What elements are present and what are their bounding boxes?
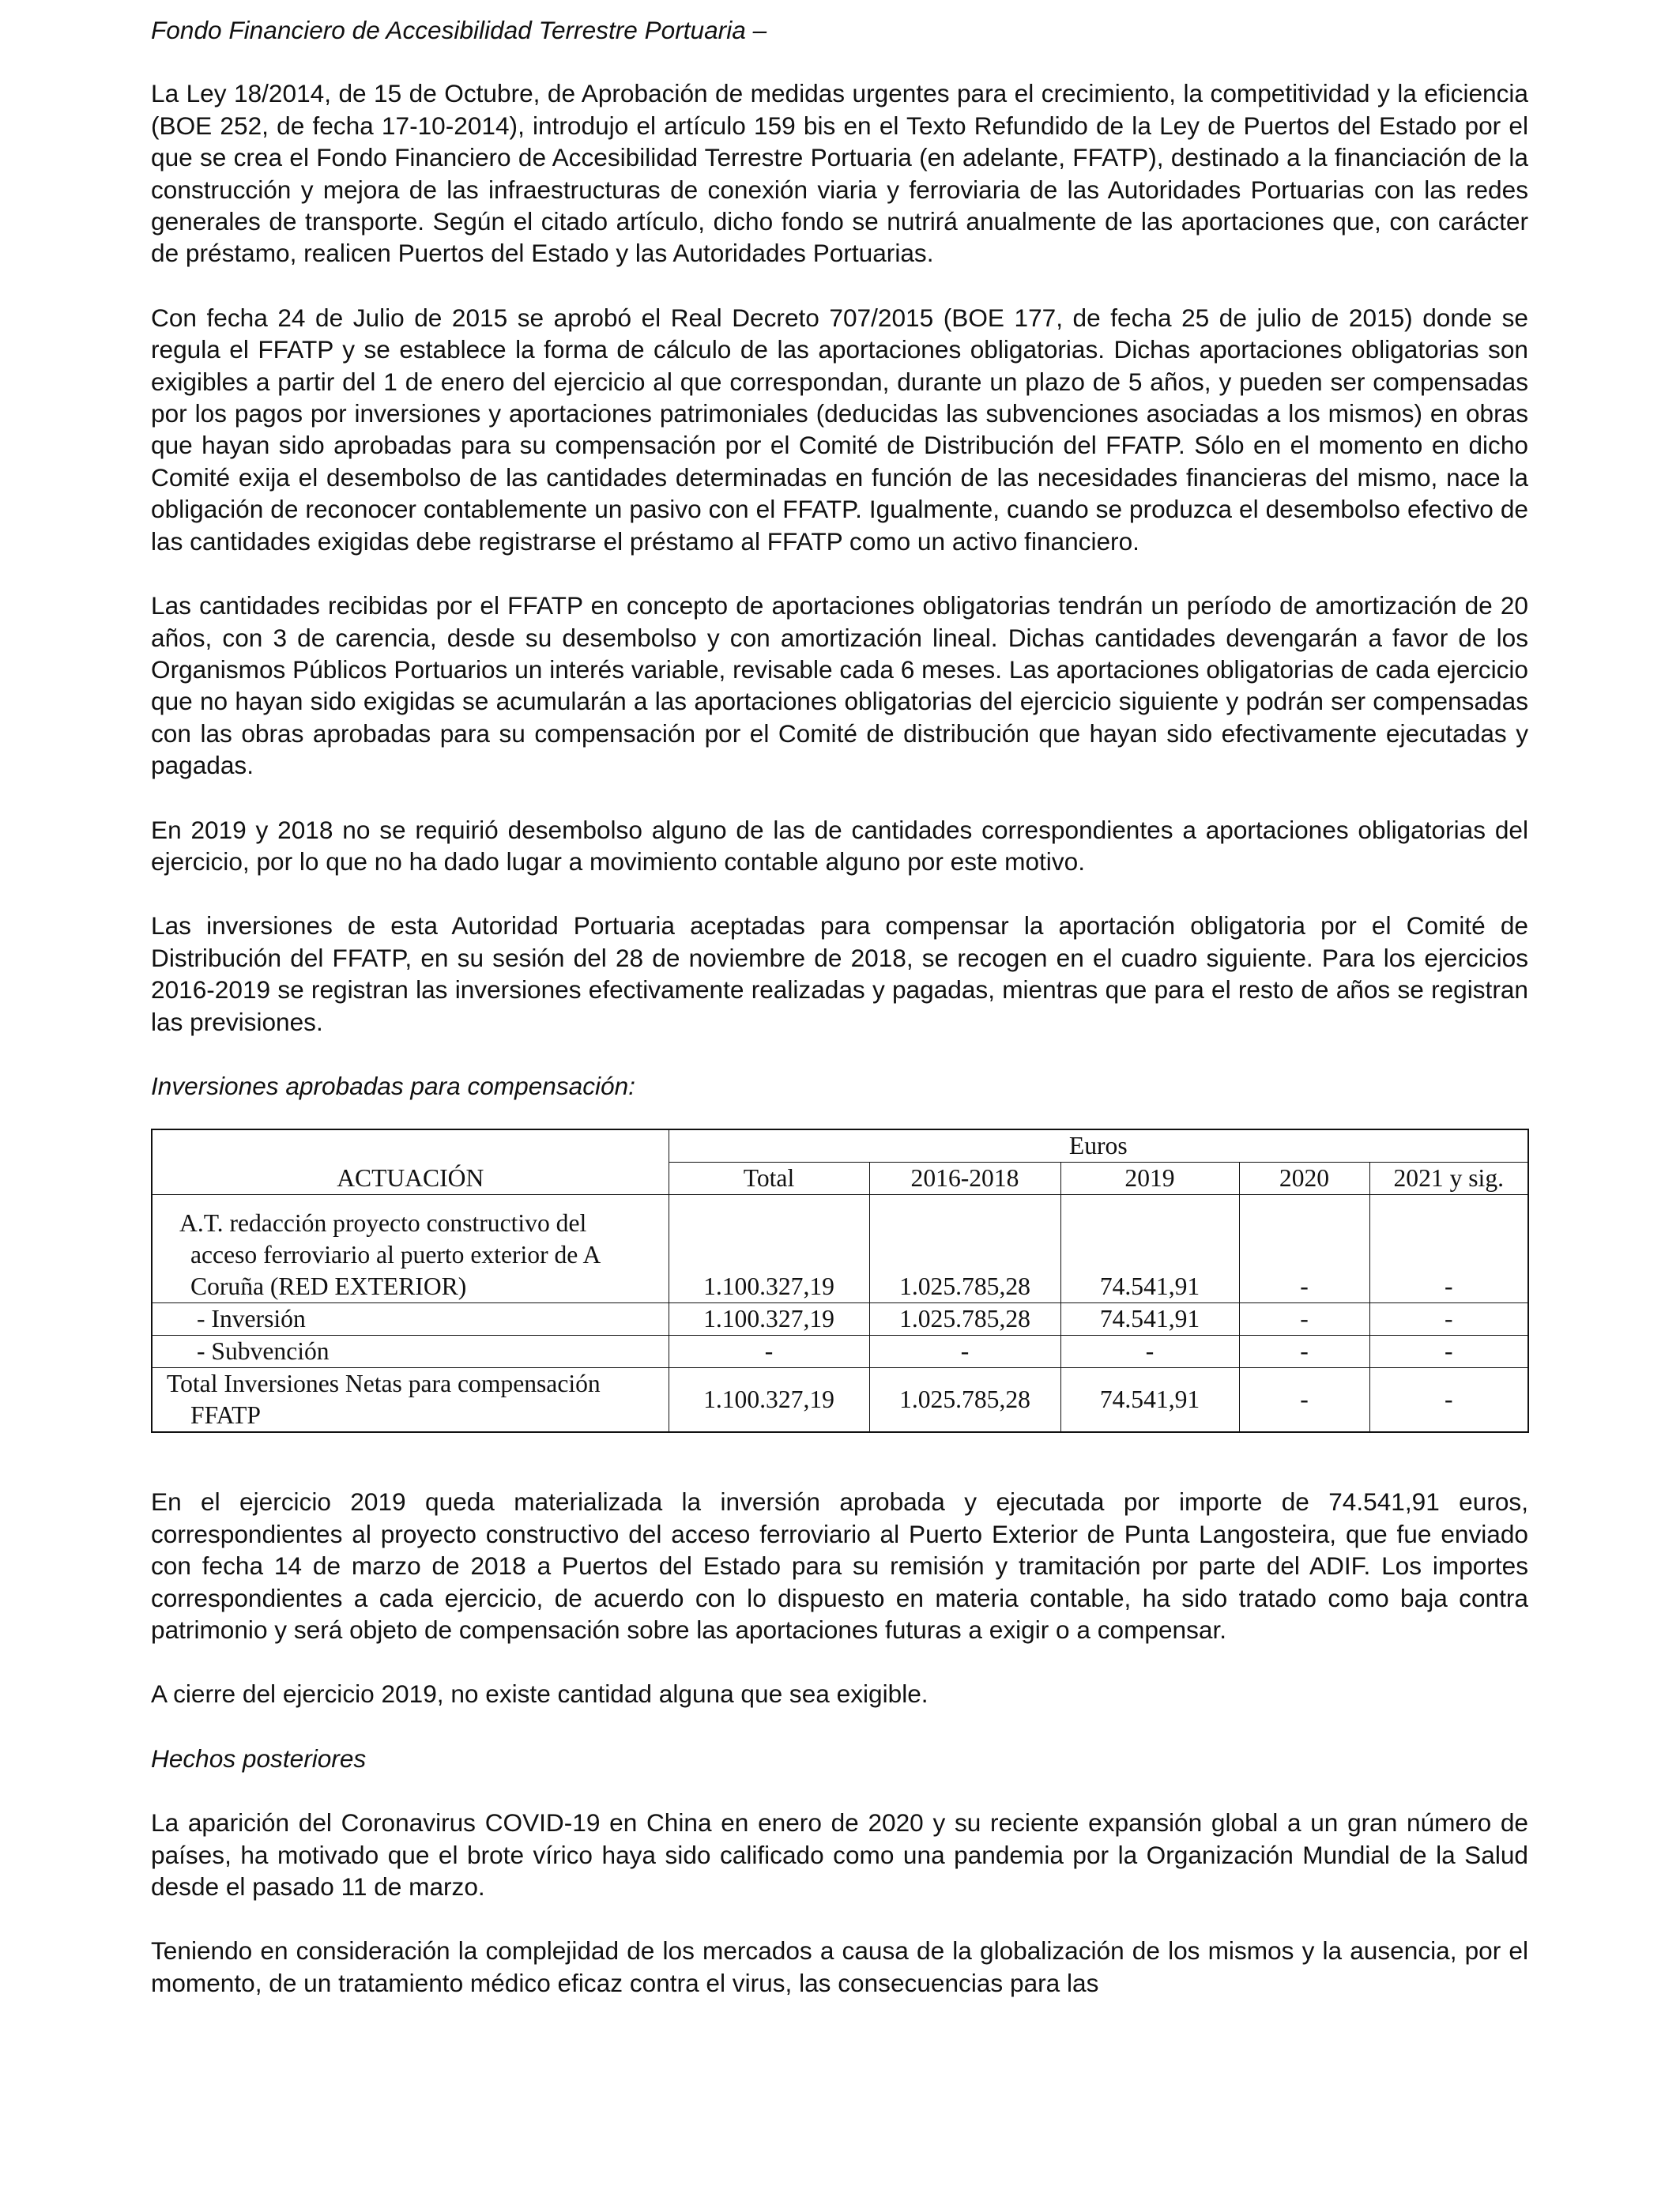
cell-2019: - [1060, 1336, 1239, 1368]
cell-2019: 74.541,91 [1060, 1368, 1239, 1433]
header-total: Total [669, 1163, 869, 1195]
paragraph-complejidad-mercados: Teniendo en consideración la complejidad de los mercados a causa de la globalización de los mismos y la ausencia, por el momento, de un tratamiento médico eficaz contra el virus, las consecuencias para las [151, 1936, 1528, 1997]
cell-total: 1.100.327,19 [669, 1368, 869, 1433]
header-2016-2018: 2016-2018 [869, 1163, 1060, 1195]
row-label-line-1: Total Inversiones Netas para compensación [167, 1370, 601, 1398]
row-label-inversion: - Inversión [152, 1303, 669, 1336]
cell-2016-2018: - [869, 1336, 1060, 1368]
row-label-line-3: Coruña (RED EXTERIOR) [190, 1272, 467, 1301]
table-header-row-group [152, 1129, 1528, 1163]
row-label-actuacion [152, 1195, 669, 1303]
header-actuacion-top [152, 1129, 669, 1163]
cell-2020: - [1239, 1368, 1369, 1433]
section-title: Fondo Financiero de Accesibilidad Terrestre Portuaria – [151, 16, 767, 44]
table-row [152, 1195, 1528, 1303]
cell-2021: - [1369, 1195, 1528, 1303]
paragraph-ley-18-2014: La Ley 18/2014, de 15 de Octubre, de Aprobación de medidas urgentes para el crecimiento, la competitividad y la eficiencia (BOE 252, de fecha 17-10-2014), introdujo el artículo 159 bis en el Texto Refundido de la Ley de Puertos del Estado por el que se crea el Fondo Financiero de Accesibilidad Terrestre Portuaria (en adelante, FFATP), destinado a la financiación de la construcción y mejora de las infraestructuras de conexión viaria y ferroviaria de las Autoridades Portuarias con las redes generales de transporte. Según el citado artículo, dicho fondo se nutrirá anualmente de las aportaciones que, con carácter de préstamo, realicen Puertos del Estado y las Autoridades Portuarias. [151, 79, 1528, 268]
cell-2019: 74.541,91 [1060, 1195, 1239, 1303]
cell-2016-2018: 1.025.785,28 [869, 1368, 1060, 1433]
header-2021: 2021 y sig. [1369, 1163, 1528, 1195]
paragraph-inversiones-aceptadas: Las inversiones de esta Autoridad Portuaria aceptadas para compensar la aportación obligatoria por el Comité de Distribución del FFATP, en su sesión del 28 de noviembre de 2018, se recogen en el cuadro siguiente. Para los ejercicios 2016-2019 se registran las inversiones efectivamente realizadas y pagadas, mientras que para el resto de años se registran las previsiones. [151, 911, 1528, 1036]
row-label-line-2: acceso ferroviario al puerto exterior de A [190, 1241, 601, 1269]
table-row [152, 1303, 1528, 1336]
cell-2016-2018: 1.025.785,28 [869, 1303, 1060, 1336]
row-label-line-1: A.T. redacción proyecto constructivo del [179, 1209, 587, 1238]
paragraph-ejercicio-2019: En el ejercicio 2019 queda materializada la inversión aprobada y ejecutada por importe de 74.541,91 euros, correspondientes al proyecto constructivo del acceso ferroviario al Puerto Exterior de Punta Langosteira, que fue enviado con fecha 14 de marzo de 2018 a Puertos del Estado para su remisión y tramitación por parte del ADIF. Los importes correspondientes a cada ejercicio, de acuerdo con lo dispuesto en materia contable, ha sido tratado como baja contra patrimonio y será objeto de compensación sobre las aportaciones futuras a exigir o a compensar. [151, 1487, 1528, 1644]
paragraph-cantidades-recibidas: Las cantidades recibidas por el FFATP en concepto de aportaciones obligatorias tendrán un período de amortización de 20 años, con 3 de carencia, desde su desembolso y con amortización lineal. Dichas cantidades devengarán a favor de los Organismos Públicos Portuarios un interés variable, revisable cada 6 meses. Las aportaciones obligatorias de cada ejercicio que no hayan sido exigidas se acumularán a las aportaciones obligatorias del ejercicio siguiente y podrán ser compensadas con las obras aprobadas para su compensación por el Comité de distribución que hayan sido efectivamente ejecutadas y pagadas. [151, 591, 1528, 780]
cell-2020: - [1239, 1303, 1369, 1336]
subheading-hechos-posteriores: Hechos posteriores [151, 1744, 367, 1773]
document-page [151, 14, 1528, 1999]
table-header-row [152, 1163, 1528, 1195]
paragraph-real-decreto: Con fecha 24 de Julio de 2015 se aprobó el Real Decreto 707/2015 (BOE 177, de fecha 25 de julio de 2015) donde se regula el FFATP y se establece la forma de cálculo de las aportaciones obligatorias. Dichas aportaciones obligatorias son exigibles a partir del 1 de enero del ejercicio al que correspondan, durante un plazo de 5 años, y pueden ser compensadas por los pagos por inversiones y aportaciones patrimoniales (deducidas las subvenciones asociadas a los mismos) en obras que hayan sido aprobadas para su compensación por el Comité de Distribución del FFATP. Sólo en el momento en dicho Comité exija el desembolso de las cantidades determinadas en función de las necesidades financieras del mismo, nace la obligación de reconocer contablemente un pasivo con el FFATP. Igualmente, cuando se produzca el desembolso efectivo de las cantidades exigidas debe registrarse el préstamo al FFATP como un activo financiero. [151, 303, 1528, 556]
table-row [152, 1336, 1528, 1368]
paragraph-2019-2018: En 2019 y 2018 no se requirió desembolso alguno de las de cantidades correspondientes a aportaciones obligatorias del ejercicio, por lo que no ha dado lugar a movimiento contable alguno por este motivo. [151, 815, 1528, 876]
header-2019: 2019 [1060, 1163, 1239, 1195]
subheading-inversiones: Inversiones aprobadas para compensación: [151, 1071, 635, 1100]
row-label-line-2: FFATP [190, 1401, 261, 1430]
cell-total: 1.100.327,19 [669, 1303, 869, 1336]
row-label-subvencion: - Subvención [152, 1336, 669, 1368]
paragraph-coronavirus: La aparición del Coronavirus COVID-19 en China en enero de 2020 y su reciente expansión global a un gran número de países, ha motivado que el brote vírico haya sido calificado como una pandemia por la Organización Mundial de la Salud desde el pasado 11 de marzo. [151, 1808, 1528, 1902]
header-2020: 2020 [1239, 1163, 1369, 1195]
table-row-total [152, 1368, 1528, 1433]
cell-2016-2018: 1.025.785,28 [869, 1195, 1060, 1303]
cell-2021: - [1369, 1303, 1528, 1336]
paragraph-cierre-ejercicio: A cierre del ejercicio 2019, no existe cantidad alguna que sea exigible. [151, 1679, 929, 1709]
cell-2019: 74.541,91 [1060, 1303, 1239, 1336]
cell-2020: - [1239, 1336, 1369, 1368]
cell-total: - [669, 1336, 869, 1368]
cell-2021: - [1369, 1336, 1528, 1368]
investments-table [151, 1129, 1529, 1433]
investments-table-container [151, 1129, 1528, 1433]
cell-2020: - [1239, 1195, 1369, 1303]
header-euros: Euros [669, 1129, 1528, 1163]
row-label-total [152, 1368, 669, 1433]
cell-2021: - [1369, 1368, 1528, 1433]
cell-total: 1.100.327,19 [669, 1195, 869, 1303]
header-actuacion: ACTUACIÓN [152, 1163, 669, 1195]
